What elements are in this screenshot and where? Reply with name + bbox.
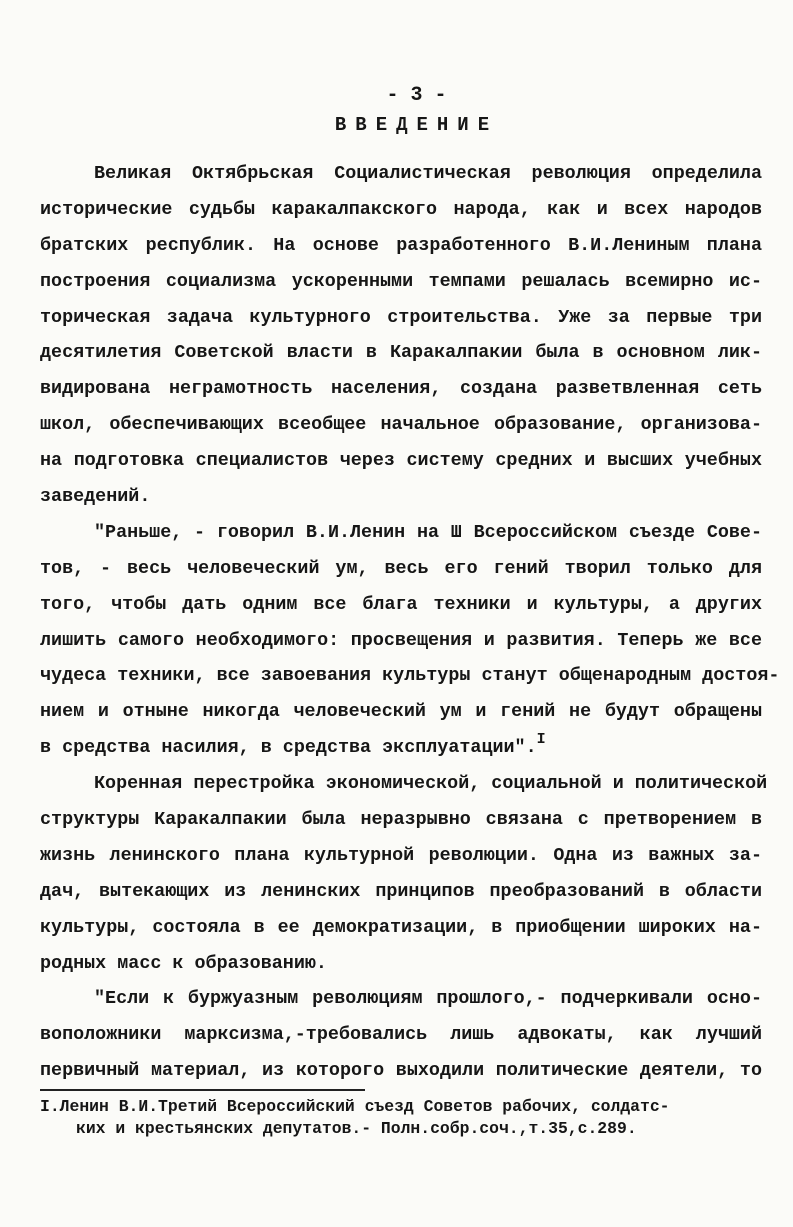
- text-line: того, чтобы дать одним все блага техники и культуры, а других: [40, 593, 762, 615]
- text-line: жизнь ленинского плана культурной революции. Одна из важных за-: [40, 844, 762, 866]
- text-line: десятилетия Советской власти в Каракалпакии была в основном лик-: [40, 342, 762, 364]
- body-text: [40, 156, 780, 1089]
- text-line: чудеса техники, все завоевания культуры станут общенародным достоя-: [40, 665, 780, 687]
- text-line: братских республик. На основе разработенного В.И.Лениным плана: [40, 234, 762, 256]
- text-line: торическая задача культурного строительства. Уже за первые три: [40, 306, 762, 328]
- footnote: [40, 1096, 740, 1140]
- text-line: в средства насилия, в средства эксплуатации".: [40, 737, 537, 759]
- text-line: Коренная перестройка экономической, социальной и политической: [94, 773, 768, 795]
- footnote-divider: [40, 1089, 365, 1091]
- text-line: тов, - весь человеческий ум, весь его гений творил только для: [40, 557, 762, 579]
- text-line: культуры, состояла в ее демократизации, в приобщении широких на-: [40, 916, 762, 938]
- text-line: исторические судьбы каракалпакского народа, как и всех народов: [40, 198, 762, 220]
- text-line: школ, обеспечивающих всеобщее начальное образование, организова-: [40, 414, 762, 436]
- text-line-with-footnote: [40, 730, 762, 766]
- text-line: первичный материал, из которого выходили политические деятели, то: [40, 1060, 762, 1082]
- text-line: "Раньше, - говорил В.И.Ленин на Ш Всероссийском съезде Сове-: [94, 521, 762, 543]
- text-line: воположники марксизма,-требовались лишь адвокаты, как лучший: [40, 1024, 762, 1046]
- page-number: - 3 -: [386, 84, 447, 107]
- text-line: нием и отныне никогда человеческий ум и гений не будут обращены: [40, 701, 762, 723]
- text-line: построения социализма ускоренными темпами решалась всемирно ис-: [40, 270, 762, 292]
- text-line: заведений.: [40, 486, 151, 508]
- text-line: родных масс к образованию.: [40, 952, 327, 974]
- text-line: лишить самого необходимого: просвещения и развития. Теперь же все: [40, 629, 762, 651]
- footnote-line: I.Ленин В.И.Третий Всероссийский съезд Советов рабочих, солдатс-: [40, 1097, 670, 1116]
- section-heading: ВВЕДЕНИЕ: [334, 114, 499, 136]
- footnote-line: ких и крестьянских депутатов.- Полн.собр.соч.,т.35,с.289.: [76, 1119, 637, 1138]
- footnote-reference: I: [536, 731, 546, 749]
- text-line: Великая Октябрьская Социалистическая революция определила: [94, 163, 762, 184]
- text-line: видирована неграмотность населения, создана разветвленная сеть: [40, 378, 762, 400]
- text-line: структуры Каракалпакии была неразрывно связана с претворением в: [40, 809, 762, 831]
- text-line: "Если к буржуазным революциям прошлого,- подчеркивали осно-: [94, 988, 762, 1010]
- text-line: дач, вытекающих из ленинских принципов преобразований в области: [40, 880, 762, 902]
- text-line: на подготовка специалистов через систему средних и высших учебных: [40, 450, 762, 472]
